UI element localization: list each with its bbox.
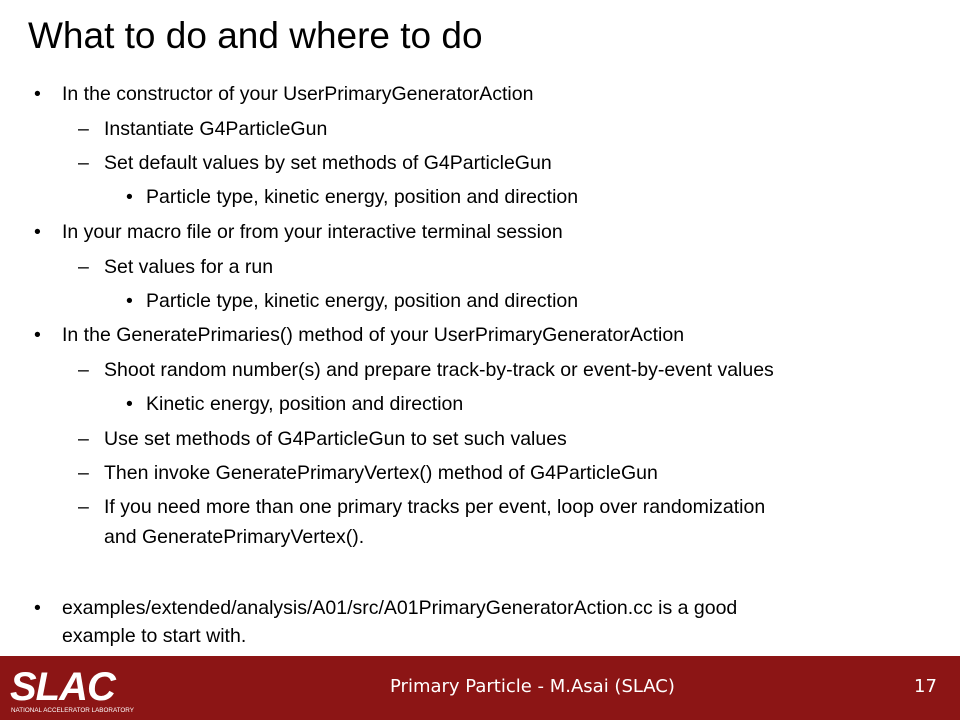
bullet-text: example to start with. (62, 625, 247, 647)
bullet-text: Particle type, kinetic energy, position and direction (146, 186, 579, 208)
bullet-marker: – (78, 359, 89, 381)
bullet-marker: • (126, 290, 133, 312)
slide-title: What to do and where to do (28, 15, 483, 56)
footer-bar (0, 656, 960, 720)
bullet-text: Set values for a run (104, 256, 274, 278)
logo-subtext: NATIONAL ACCELERATOR LABORATORY (11, 707, 134, 714)
bullet-marker: • (126, 393, 133, 415)
bullet-marker: – (78, 462, 89, 484)
bullet-text: Shoot random number(s) and prepare track-by-track or event-by-event values (104, 359, 774, 381)
bullet-text: In your macro file or from your interactive terminal session (62, 221, 563, 243)
bullet-marker: – (78, 118, 89, 140)
bullet-text: In the constructor of your UserPrimaryGeneratorAction (62, 83, 534, 105)
bullet-text: Instantiate G4ParticleGun (104, 118, 328, 140)
bullet-text: Particle type, kinetic energy, position and direction (146, 290, 579, 312)
footer-caption: Primary Particle - M.Asai (SLAC) (390, 676, 675, 697)
bullet-marker: • (34, 83, 41, 105)
bullet-marker: • (34, 324, 41, 346)
bullet-text: examples/extended/analysis/A01/src/A01PrimaryGeneratorAction.cc is a good (62, 597, 738, 619)
bullet-marker: • (126, 186, 133, 208)
bullet-marker: – (78, 496, 89, 518)
bullet-text: Use set methods of G4ParticleGun to set such values (104, 428, 567, 450)
bullet-marker: – (78, 152, 89, 174)
bullet-text: Set default values by set methods of G4ParticleGun (104, 152, 552, 174)
bullet-text: Kinetic energy, position and direction (146, 393, 464, 415)
slac-logo (8, 662, 154, 714)
bullet-marker: – (78, 428, 89, 450)
bullet-marker: • (34, 221, 41, 243)
bullet-marker: • (34, 597, 41, 619)
bullet-text: In the GeneratePrimaries() method of your UserPrimaryGeneratorAction (62, 324, 685, 346)
bullet-marker: – (78, 256, 89, 278)
page-number: 17 (914, 676, 937, 697)
bullet-text: and GeneratePrimaryVertex(). (104, 526, 365, 548)
bullet-text: Then invoke GeneratePrimaryVertex() method of G4ParticleGun (104, 462, 658, 484)
bullet-text: If you need more than one primary tracks per event, loop over randomization (104, 496, 766, 518)
logo-wordmark: SLAC (10, 665, 115, 709)
